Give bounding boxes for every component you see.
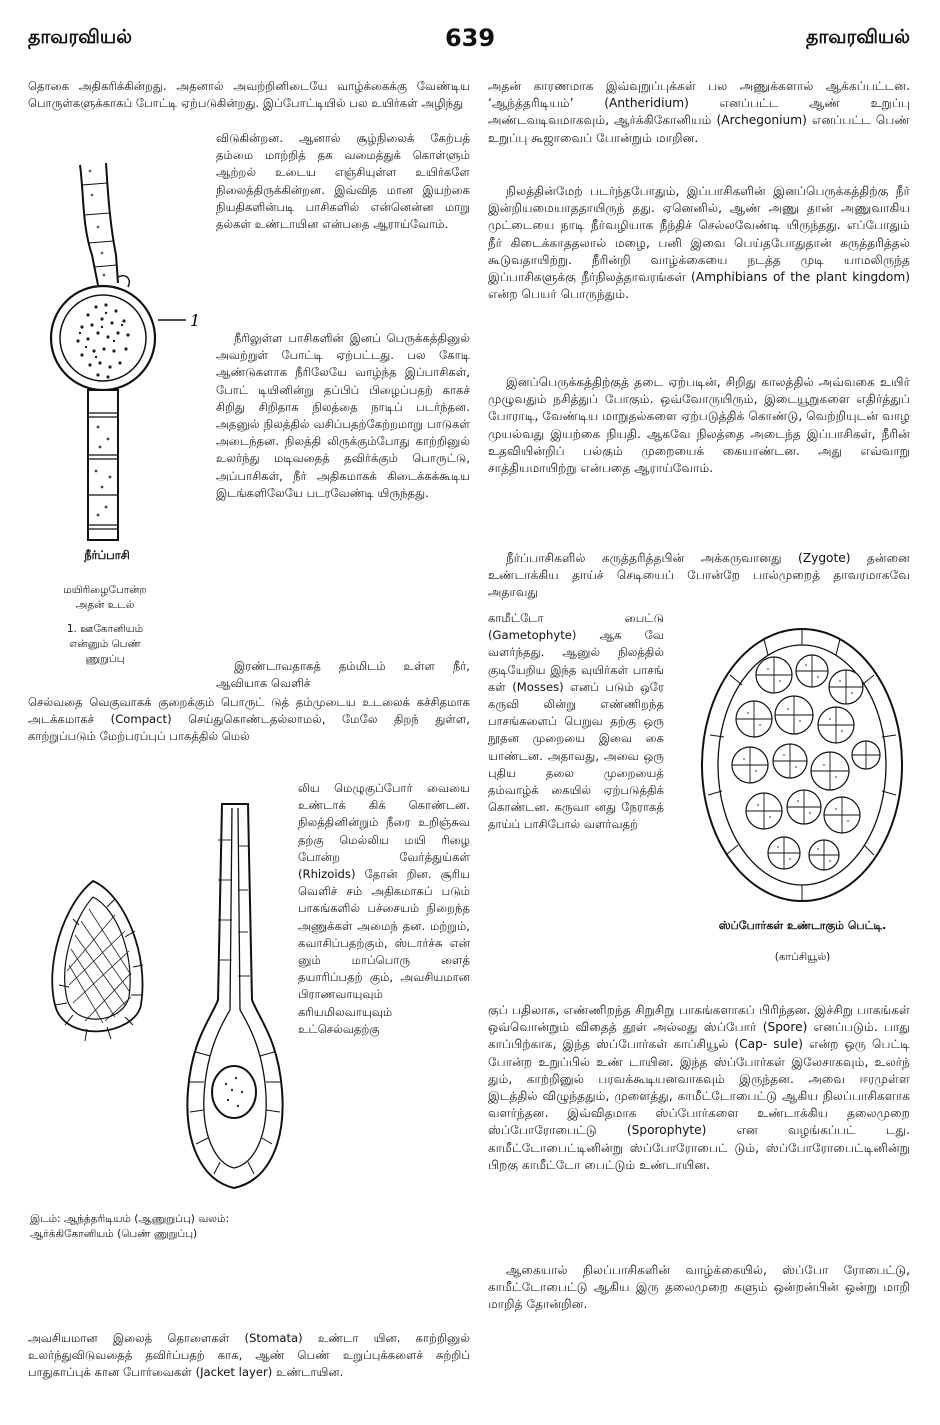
figure-filamentous-alga (40, 155, 210, 545)
figure1-caption-title: நீர்ப்பாசி (84, 548, 130, 562)
figure-antheridium (45, 875, 155, 1050)
right-paragraph-2: நிலத்தின்மேற் படர்ந்தபோதும், இப்பாசிகளின் இனப்பெருக்கத்திற்கு நீர் இன்றியமையாததாயிருந் தது. ஏனெனில், ஆண் அணு தான் அணுவாகிய முட்டையை நாடி நீர்வழியாக நீந்திச் செல்லவேண்டி யிருந்தது. எப்போதும் நீர் கிடைக்காததலால் மழை, பனி இவை பெய்தபோதுதான் கருத்தரித்தல் கூடுவதாயிற்று. நீரின்றி வாழ்க்கையை நடத்த முடி யாமலிருந்த இப்பாசிகளுக்கு நீர்நிலத்தாவரங்கள் (Amphibians of the plant kingdom) என்ற பெயர் பொருந்தும். (488, 184, 910, 302)
figure1-caption-line-1: மயிரிழைபோன்ற (63, 584, 147, 596)
figure3-caption-sub: (காப்சியூல்) (774, 951, 831, 963)
figure1-label-number: 1 (190, 311, 201, 330)
left-paragraph-3-full: செல்வதை வெகுவாகக் குறைக்கும் பொருட் டுத் தம்முடைய உடலைக் கச்சிதமாக அடக்கமாகச் (Compact) செய்துகொண்டதல்லாமல், மேலே திறந் துள்ள, காற்றுப்படும் மேற்பரப்புப் பாகத்தில் மெல் (28, 695, 470, 744)
figure-capsule (690, 615, 915, 915)
left-paragraph-1-cont: விடுகின்றன. ஆனால் சூழ்நிலைக் கேற்பத் தம்மை மாற்றித் தக வமைத்துக் கொள்ளும் ஆற்றல் உடைய எஞ்சியுள்ள உயிர்களே நிலைத்திருக்கின்றன. இவ்வித மான இயற்கை நியதிகளின்படி பாசிகளில் என்னென்ன மாறு தல்கள் உண்டாயின என்பதை ஆராய்வோம். (216, 131, 470, 232)
right-paragraph-6: ஆகையால் நிலப்பாசிகளின் வாழ்க்கையில், ஸ்ப்போ ரோபைட்டு, காமீட்டோபைட்டு ஆகிய இரு தலைமுறை களும் ஒன்றன்பின் ஒன்று மாறி மாறித் தோன்றின. (488, 1263, 910, 1312)
figure1-caption-line-3: 1. ஊகோனியம் (66, 623, 144, 635)
page-number: 639 (444, 24, 496, 52)
figure2-caption: இடம்: ஆந்த்தரிடியம் (ஆணுறுப்பு) வலம்: ஆர்க்கிகோனியம் (பெண் ணுறுப்பு) (30, 1213, 229, 1240)
left-paragraph-3-start: இரண்டாவதாகத் தம்மிடம் உள்ள நீர், ஆவியாக வெளிச் (216, 659, 470, 691)
left-paragraph-1: தொகை அதிகரிக்கின்றது. அதனால் அவற்றினிடையே வாழ்க்கைக்கு வேண்டிய பொருள்களுக்காகப் போட்டி ஏற்படுகின்றது. இப்போட்டியில் பல உயிர்கள் அழிந்து (28, 79, 470, 111)
left-paragraph-2: நீரிலுள்ள பாசிகளின் இனப் பெருக்கத்தினுல் அவற்றுள் போட்டி ஏற்பட்டது. பல கோடி ஆண்டுகளாக நீரிலேயே வாழ்ந்த இப்பாசிகள், போட் டியினின்று தப்பிப் பிழைப்பதற் காகச் சிறிது சிறிதாக நிலத்தை நாடிப் படர்ந்தன. அதனுல் நிலத்தில் வசிப்பதற்கேற்றமாறு பாடுகள் அடைந்தன. நிலத்தி லிருக்கும்போது காற்றினுல் உலர்ந்து மடிவதைத் தவிர்க்கும் பொருட்டு, அப்பாசிகள், நீர் அதிகமாகக் கிடைக்கக்கூடிய இடங்களிலேயே படரவேண்டி யிருந்தது. (216, 331, 470, 500)
left-paragraph-3-end: அவசியமான இலைத் தொளைகள் (Stomata) உண்டா யின. காற்றினுல் உலர்ந்துவிடுவதைத் தவிர்ப்பதற் காக, ஆண் பெண் உறுப்புக்களைச் சுற்றிப் பாதுகாப்புக் கான போர்வைகள் (Jacket layer) உண்டாயின. (28, 1331, 470, 1380)
figure3-caption-title: ஸ்ப்போர்கள் உண்டாகும் பெட்டி. (718, 919, 887, 932)
header-left-title: தாவரவியல் (28, 26, 132, 48)
figure-archegonium (170, 800, 300, 1200)
right-paragraph-4-narrow: காமீட்டோ பைட்டு (Gametophyte) ஆக வே வளர்ந்தது. ஆனுல் நிலத்தில் குடியேறிய இந்த வுயிர்கள் பாசங் கள் (Mosses) எனப் படும் ஒரே கருவி லின்று எண்ணிறந்த பாசங்களைப் பெறுவ தற்கு ஒரு நூதன முறையை இவை கை யாண்டன. அதாவது, அவை ஒரு புதிய தலை முறையைத் தம்வாழ்க் கையில் ஏற்படுத்திக் கொண்டன. கருவா னது நேராகத் தாய்ப் பாசிபோல் வளர்வதற் (488, 611, 664, 832)
figure1-caption-line-2: அதன் உடல் (75, 599, 135, 611)
left-paragraph-3-mid: லிய மெழுகுப்போர் வையை உண்டாக் கிக் கொண்டன. நிலத்தினின்றும் நீரை உறிஞ்சுவ தற்கு மெல்லிய மயி ரிழை போன்ற வேர்த்துய்கள் (Rhizoids) தோன் றின. சூரிய வெளிச் சம் அதிகமாகப் படும் பாகங்களில் பச்சையம் நிறைந்த அணுக்கள் அமைந் தன. மற்றும், கவாசிப்பதற்கும், ஸ்டார்ச்சு என் னும் மாப்பொரு ளைத் தயாரிப்பதற் கும், அவசியமான பிராணவாயுவும் கரியமிலவாயுவும் உட்செல்வதற்கு (298, 781, 470, 1036)
figure1-caption-line-4: என்னும் பெண் (69, 638, 141, 650)
right-paragraph-1: அதன் காரணமாக இவ்வுறுப்புக்கள் பல அணுக்களால் ஆக்கப்பட்டன. ‘ஆந்த்தரிடியம்’ (Antheridium) எனப்பட்ட ஆண் உறுப்பு அண்டவடிவமாகவும், ஆர்க்கிகோனியம் (Archegonium) எனப்பட்ட பெண் உறுப்பு கூஜாவைப் போன்றும் மாறின. (488, 79, 910, 145)
right-paragraph-3: இனப்பெருக்கத்திற்குத் தடை ஏற்படின், சிறிது காலத்தில் அவ்வகை உயிர் முழுவதும் நசித்துப் போகும். ஒவ்வோருயிரும், இடையூறுகளை எதிர்த்துப் போராடி, வேண்டிய மாறுதல்களை ஏற்படுத்திக் கொண்டு, வெற்றியுடன் வாழ முயல்வது இயற்கை நியதி. ஆகவே நிலத்தை அடைந்த இப்பாசிகள், நீரின் உதவியின்றிப் பல்கும் முறையைக் கையாண்டன. அது எவ்வாறு சாத்தியமாயிற்று என்பதை ஆராய்வோம். (488, 375, 910, 476)
right-paragraph-5: குப் பதிலாக, எண்ணிறந்த சிறுசிறு பாகங்களாகப் பிரிந்தன. இச்சிறு பாகங்கள் ஒவ்வொன்றும் விதைத் தூள் அல்லது ஸ்ப்போர் (Spore) எனப்படும். பாது காப்பிற்காக, இந்த ஸ்ப்போர்கள் காப்சியூல் (Cap- sule) என்ற ஒரு பெட்டி போன்ற உறுப்பில் உண் டாயின. இந்த ஸ்ப்போர்கள் இலேசாகவும், உலர்ந் தும், காற்றினுல் பரவக்கூடியனவாகவும் இருந்தன. அவை ஈரமுள்ள இடத்தில் விழுந்ததும், முளைத்து, காமீட்டோபைட்டு ஆகிய நிலப்பாசிகளாக வளர்ந்தன. இவ்விதமாக ஸ்ப்போர்களை உண்டாக்கிய தலைமுறை ஸ்ப்போரோபைட்டு (Sporophyte) என வழங்கப்பட் டது. காமீட்டோபைட்டினின்று ஸ்ப்போரோபைட் டும், ஸ்ப்போரோபைட்டினின்று பிறகு காமீட்டோ பைட்டும் உண்டாயின. (488, 1003, 910, 1172)
right-paragraph-4: நீர்ப்பாசிகளில் கருத்தரித்தபின் அக்கருவானது (Zygote) தன்னை உண்டாக்கிய தாய்ச் செடியைப் போன்றே பால்முறைத் தாவரமாகவே அதாவது (488, 551, 910, 600)
figure1-caption-line-5: ணுறுப்பு (85, 653, 125, 665)
header-right-title: தாவரவியல் (806, 26, 910, 48)
